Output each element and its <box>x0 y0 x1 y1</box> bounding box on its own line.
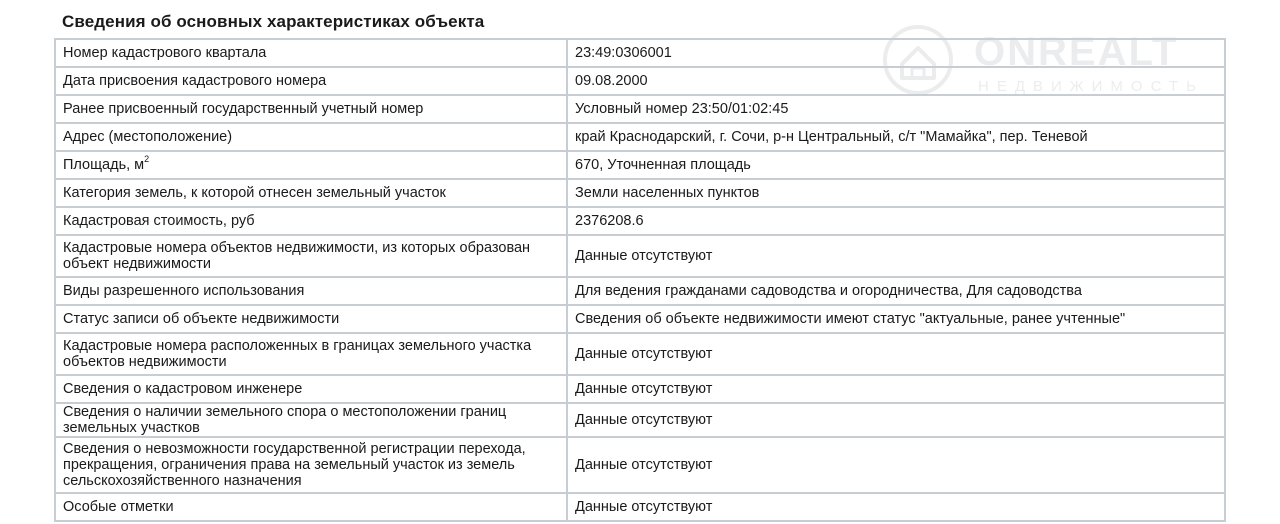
area-label-text: Площадь, м <box>63 157 145 173</box>
table-row <box>55 123 1225 151</box>
row-value: Данные отсутствуют <box>567 437 1225 493</box>
watermark-subtitle: НЕДВИЖИМОСТЬ <box>978 78 1204 95</box>
table-row <box>55 207 1225 235</box>
row-label: Ранее присвоенный государственный учетный номер <box>55 95 567 123</box>
table-row <box>55 179 1225 207</box>
table-row <box>55 493 1225 521</box>
row-value: Земли населенных пунктов <box>567 179 1225 207</box>
row-label: Особые отметки <box>55 493 567 521</box>
row-label: Сведения о невозможности государственной регистрации перехода, прекращения, ограничения права на земельный участок из земель сельскохозяйственного назначения <box>55 437 567 493</box>
row-label: Дата присвоения кадастрового номера <box>55 67 567 95</box>
table-row <box>55 375 1225 403</box>
row-value: Для ведения гражданами садоводства и огородничества, Для садоводства <box>567 277 1225 305</box>
row-label: Виды разрешенного использования <box>55 277 567 305</box>
table-row <box>55 305 1225 333</box>
area-unit-superscript: 2 <box>144 154 150 165</box>
row-value: Данные отсутствуют <box>567 493 1225 521</box>
table-row <box>55 67 1225 95</box>
row-label: Адрес (местоположение) <box>55 123 567 151</box>
row-value: 09.08.2000 <box>567 67 1225 95</box>
row-value: 23:49:0306001 <box>567 39 1225 67</box>
row-value: 670, Уточненная площадь <box>567 151 1225 179</box>
table-row <box>55 277 1225 305</box>
table-row <box>55 151 1225 179</box>
page-title: Сведения об основных характеристиках объекта <box>62 12 485 31</box>
row-label: Категория земель, к которой отнесен земельный участок <box>55 179 567 207</box>
table-row <box>55 403 1225 437</box>
table-row <box>55 437 1225 493</box>
row-label-area <box>55 151 567 179</box>
watermark-brand: ONREALT <box>974 30 1179 74</box>
row-label: Кадастровая стоимость, руб <box>55 207 567 235</box>
row-value: Сведения об объекте недвижимости имеют статус "актуальные, ранее учтенные" <box>567 305 1225 333</box>
row-label: Кадастровые номера объектов недвижимости, из которых образован объект недвижимости <box>55 235 567 277</box>
row-value: край Краснодарский, г. Сочи, р-н Центральный, с/т "Мамайка", пер. Теневой <box>567 123 1225 151</box>
row-label: Номер кадастрового квартала <box>55 39 567 67</box>
table-row <box>55 235 1225 277</box>
row-value: Данные отсутствуют <box>567 333 1225 375</box>
row-label: Кадастровые номера расположенных в границах земельного участка объектов недвижимости <box>55 333 567 375</box>
row-value: Данные отсутствуют <box>567 403 1225 437</box>
row-value: Данные отсутствуют <box>567 235 1225 277</box>
characteristics-table <box>54 38 1226 522</box>
table-row <box>55 333 1225 375</box>
row-label: Статус записи об объекте недвижимости <box>55 305 567 333</box>
row-label: Сведения о наличии земельного спора о местоположении границ земельных участков <box>55 403 567 437</box>
table-row <box>55 39 1225 67</box>
row-value: 2376208.6 <box>567 207 1225 235</box>
table-row <box>55 95 1225 123</box>
row-label: Сведения о кадастровом инженере <box>55 375 567 403</box>
row-value: Условный номер 23:50/01:02:45 <box>567 95 1225 123</box>
row-value: Данные отсутствуют <box>567 375 1225 403</box>
